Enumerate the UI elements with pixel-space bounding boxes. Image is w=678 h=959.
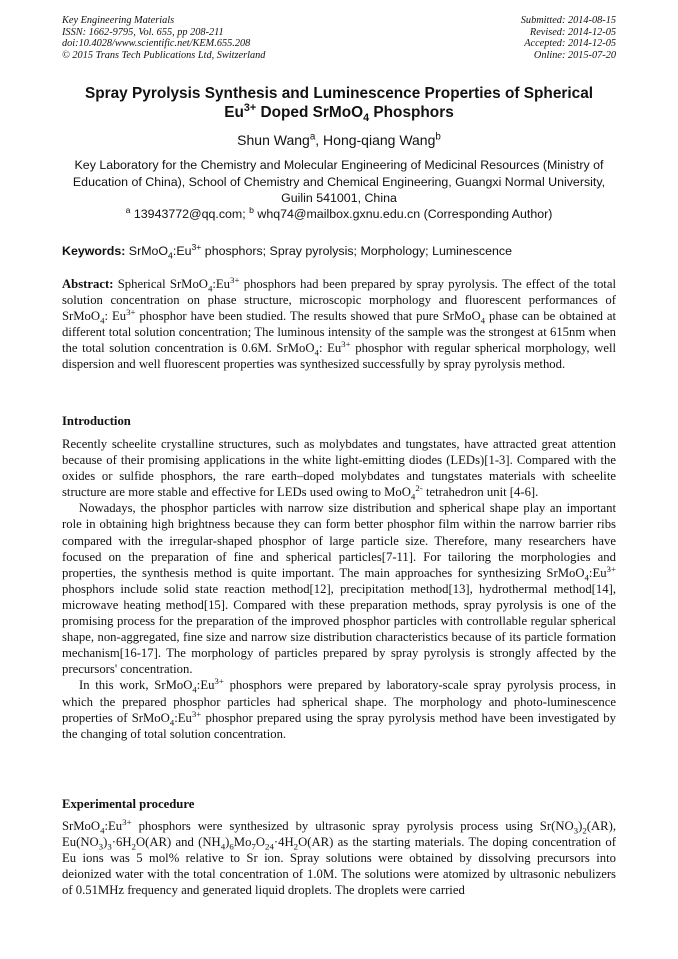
journal-name: Key Engineering Materials	[62, 15, 175, 26]
title-line-1: Spray Pyrolysis Synthesis and Luminescence Properties of Spherical	[84, 85, 594, 102]
paper-title	[62, 84, 616, 125]
accepted-date: Accepted: 2014-12-05	[524, 38, 616, 50]
section-heading-experimental: Experimental procedure	[62, 797, 195, 811]
introduction-section	[62, 436, 616, 742]
keywords-line: Keywords: $SrMoO_4:Eu^{3+}$ phosphors; Spray pyrolysis; Morphology; Luminescence	[62, 241, 512, 261]
copyright-line: © 2015 Trans Tech Publications Ltd, Switzerland	[62, 49, 266, 61]
author-emails: $^a$ 13943772@qq.com; $^b$ whq74@mailbox.gxnu.edu.cn (Corresponding Author)	[125, 204, 553, 221]
intro-paragraph-2: Nowadays, the phosphor particles with narrow size distribution and spherical shape play an important role in obtaining high brightness because they can form better phosphor film within the narrow barrier ribs compared with the irregular-shaped phosphor of large particle size. Therefore, many researchers have focused on the preparation of fine and spherical particles[7-11]. For tailoring the morphologies and properties, the synthesis method is quite important. The main approaches for synthesizing $SrMoO_4:Eu^{3+}$ phosphors include solid state reaction method[12], precipitation method[13], hydrothermal method[14], microwave heating method[15]. Compared with these preparation methods, spray pyrolysis is one of the promising process for the preparation of the improved phosphor particles with controllable regular spherical shape, non-aggregated, fine size and narrow size distribution characteristics because of its particle formation mechanism[16-17]. The morphology of particles prepared by spray pyrolysis is strongly affected by the precursors' concentration.	[62, 501, 616, 677]
keywords-label: Keywords:	[62, 244, 126, 258]
author-name: Shun Wang	[237, 132, 310, 148]
author-name: , Hong-qiang Wang	[315, 132, 436, 148]
online-date: Online: 2015-07-20	[533, 49, 616, 61]
intro-paragraph-1: Recently scheelite crystalline structures, such as molybdates and tungstates, have attracted great attention because of their promising applications in the white light-emitting diodes (LEDs)[1-3]. Compared with the oxides or sulfide phosphors, the rare earth–doped molybdates and tungstates materials with scheelite structure are more stable and effective for LEDs used owing to MoO$_4^{2-}$ tetrahedron unit [4-6].	[62, 437, 616, 502]
author-list: Shun Wang$^a$, Hong-qiang Wang$^b$	[237, 131, 441, 148]
doi-line: doi:10.4028/www.scientific.net/KEM.655.208	[62, 38, 251, 50]
journal-header-left	[62, 15, 265, 61]
revised-date: Revised: 2014-12-05	[529, 26, 616, 38]
abstract-label: Abstract:	[62, 277, 114, 291]
title-line-2: $Eu^{3+}$ Doped SrMoO$_4$ Phosphors	[224, 101, 454, 125]
abstract-paragraph: Abstract: Spherical $SrMoO_4:Eu^{3+}$ phosphors had been prepared by spray pyrolysis. The effect of the total solution concentration on phase structure, microscopic morphology and fluorescent performances of SrMoO$_4$: $Eu^{3+}$ phosphor have been studied. The results showed that pure SrMoO$_4$ phase can be obtained at different total solution concentration; The luminous intensity of the sample was the strongest at 615nm when the total solution concentration is 0.6M. SrMoO$_4$: $Eu^{3+}$ phosphor with regular spherical morphology, well dispersion and well fluorescent properties was synthesized successfully by spray pyrolysis method.	[62, 274, 617, 372]
submitted-date: Submitted: 2014-08-15	[520, 15, 616, 26]
intro-paragraph-3: In this work, $SrMoO_4:Eu^{3+}$ phosphors were prepared by laboratory-scale spray pyrolysis process, in which the prepared phosphor particles had spherical shape. The morphology and photo-luminescence properties of $SrMoO_4:Eu^{3+}$ phosphor prepared using the spray pyrolysis method have been investigated by the changing of total solution concentration.	[62, 676, 616, 741]
experimental-section	[62, 818, 616, 898]
email-link-b[interactable]: whq74@mailbox.gxnu.edu.cn (Corresponding Author)	[253, 207, 553, 221]
journal-header-right	[521, 15, 616, 61]
affiliation: Key Laboratory for the Chemistry and Molecular Engineering of Medicinal Resources (Ministry of Education of China), School of Chemistry and Chemical Engineering, Guangxi Normal University, Guilin 541001, China	[72, 158, 606, 205]
section-heading-introduction: Introduction	[62, 414, 131, 428]
issn-line: ISSN: 1662-9795, Vol. 655, pp 208-211	[62, 26, 224, 38]
experimental-paragraph: $SrMoO_4:Eu^{3+}$ phosphors were synthesized by ultrasonic spray pyrolysis process using $Sr(NO_3)_2(AR)$, $Eu(NO_3)_3\cdot 6H_2O(AR)$ and $(NH_4)_6Mo_7O_{24}\cdot 4H_2O(AR)$ as the starting materials. The doping concentration of Eu ions was 5 mol% relative to Sr ion. Spray solutions were obtained by dissolving precursors into deionized water with the total concentration of 1.0M. The solutions were atomized by ultrasonic nebulizers of 0.51MHz frequency and generated liquid droplets. The droplets were carried	[62, 816, 617, 898]
email-link-a[interactable]: 13943772@qq.com;	[130, 207, 250, 221]
